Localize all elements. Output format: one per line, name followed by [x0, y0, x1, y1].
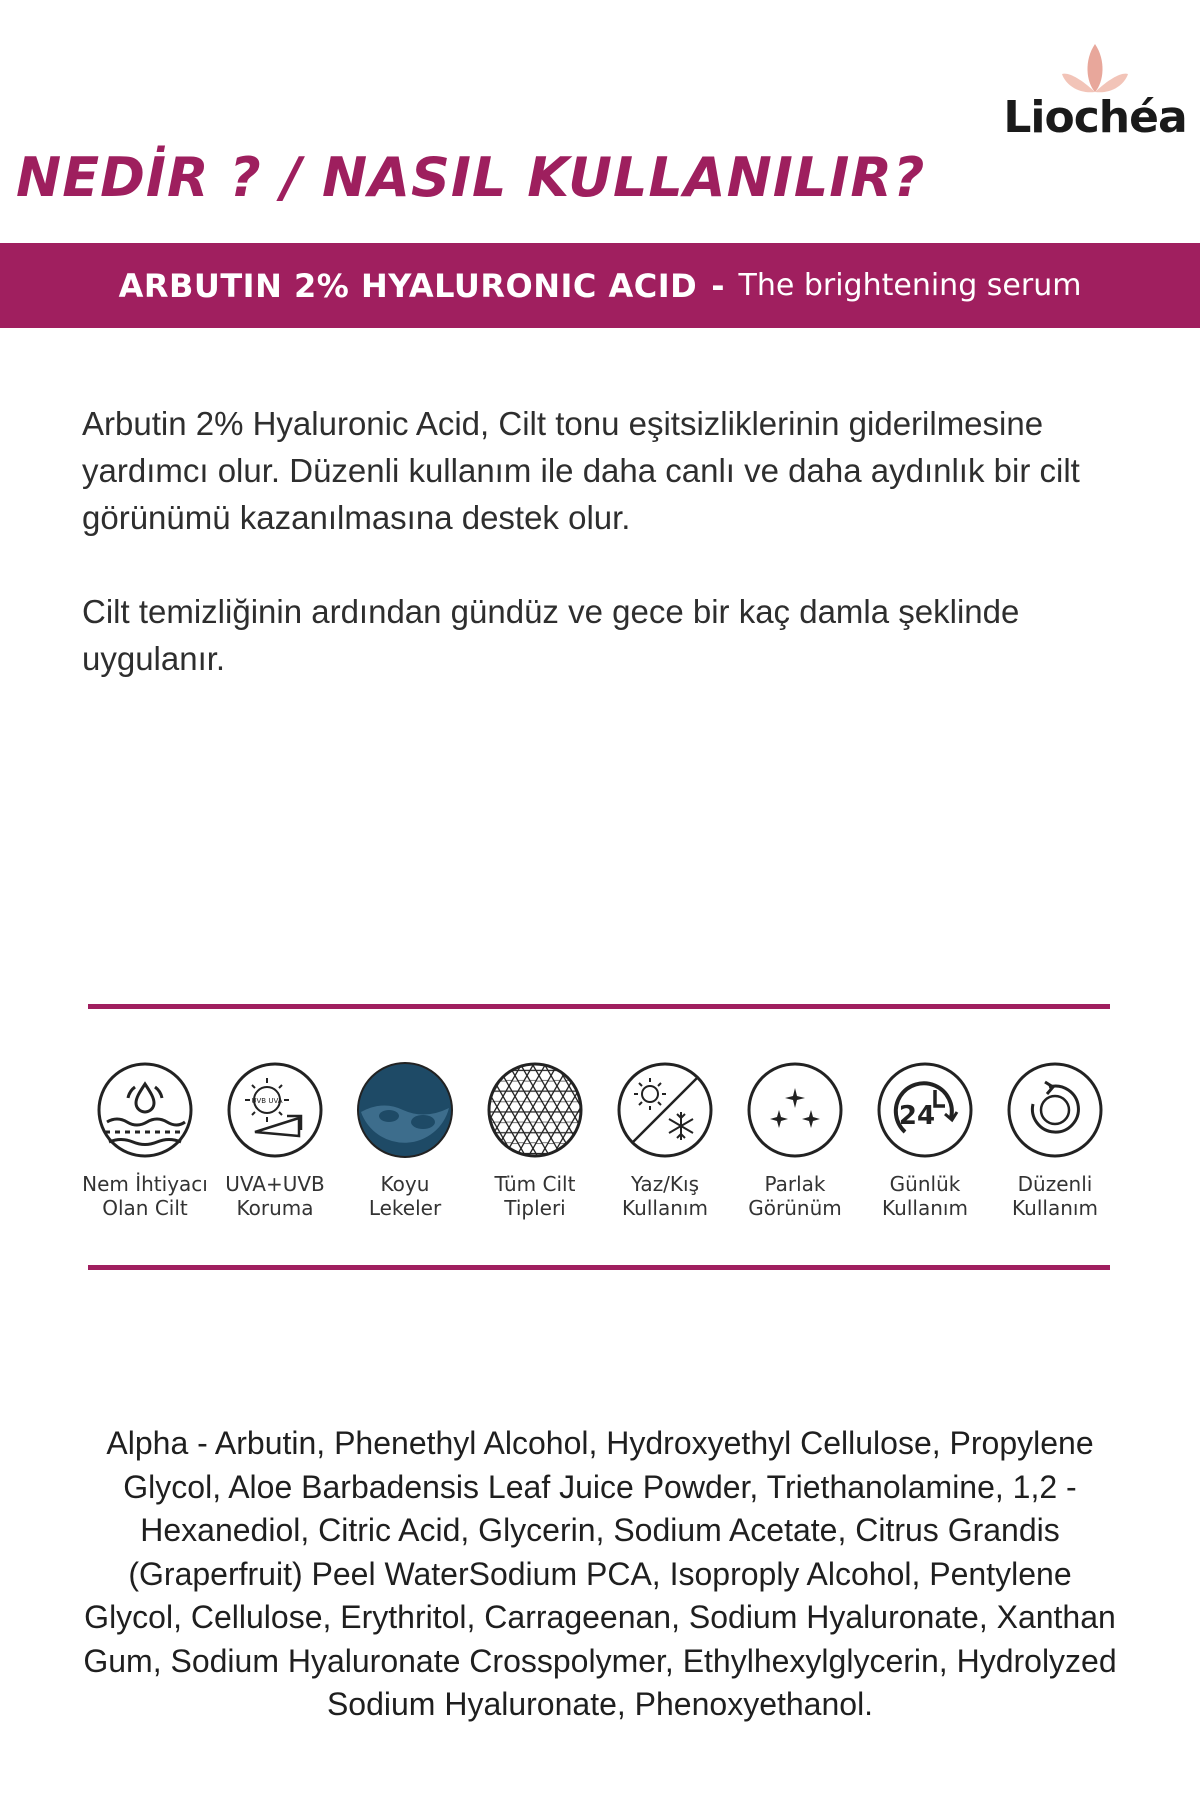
divider-bottom [88, 1265, 1110, 1270]
uv-icon-text: UVB UVA [251, 1097, 283, 1105]
feature-label: Düzenli Kullanım [1012, 1172, 1098, 1220]
feature-daily-use [860, 1060, 990, 1220]
sparkle-icon [745, 1060, 845, 1160]
ingredients-list: Alpha - Arbutin, Phenethyl Alcohol, Hydroxyethyl Cellulose, Propylene Glycol, Aloe Barbadensis Leaf Juice Powder, Triethanolamine, 1,2 - Hexanediol, Citric Acid, Glycerin, Sodium Acetate, Citrus Grandis (Graperfruit) Peel WaterSodium PCA, Isoproply Alcohol, Pentylene Glycol, Cellulose, Erythritol, Carrageenan, Sodium Hyaluronate, Xanthan Gum, Sodium Hyaluronate Crosspolymer, Ethylhexylglycerin, Hydrolyzed Sodium Hyaluronate, Phenoxyethanol. [83, 1425, 1117, 1722]
feature-label: Nem İhtiyacı Olan Cilt [82, 1172, 208, 1220]
feature-dark-spots [340, 1060, 470, 1220]
feature-label: Parlak Görünüm [748, 1172, 842, 1220]
feature-bright-look [730, 1060, 860, 1220]
brand-name: Liochéa [1003, 92, 1187, 143]
cycle-icon [1005, 1060, 1105, 1160]
clock-24-icon [875, 1060, 975, 1160]
feature-moisture [80, 1060, 210, 1220]
product-name: ARBUTIN 2% HYALURONIC ACID [118, 266, 698, 305]
feature-label: UVA+UVB Koruma [225, 1172, 325, 1220]
feature-label: Tüm Cilt Tipleri [494, 1172, 576, 1220]
feature-label: Koyu Lekeler [368, 1172, 442, 1220]
divider-top [88, 1004, 1110, 1009]
feature-label: Günlük Kullanım [882, 1172, 968, 1220]
lotus-petals-icon [1000, 40, 1190, 100]
clock-icon-text: 24 [898, 1101, 936, 1131]
feature-summer-winter [600, 1060, 730, 1220]
feature-label: Yaz/Kış Kullanım [622, 1172, 708, 1220]
feature-regular-use [990, 1060, 1120, 1220]
brand-logo [1000, 40, 1190, 152]
honeycomb-icon [485, 1060, 585, 1160]
product-tagline: The brightening serum [738, 268, 1082, 303]
feature-uv-protection [210, 1060, 340, 1220]
sun-protection-icon [225, 1060, 325, 1160]
dark-spots-icon [355, 1060, 455, 1160]
product-banner [0, 243, 1200, 328]
moisture-icon [95, 1060, 195, 1160]
feature-all-skin-types [470, 1060, 600, 1220]
summer-winter-icon [615, 1060, 715, 1160]
description-paragraph: Cilt temizliğinin ardından gündüz ve gece bir kaç damla şeklinde uygulanır. [82, 593, 1020, 677]
banner-separator: - [711, 266, 725, 305]
feature-icons-row [80, 1060, 1120, 1220]
page-title: NEDİR ? / NASIL KULLANILIR? [16, 146, 926, 209]
description-paragraph: Arbutin 2% Hyaluronic Acid, Cilt tonu eşitsizliklerinin giderilmesine yardımcı olur. Düzenli kullanım ile daha canlı ve daha aydınlık bir cilt görünümü kazanılmasına destek olur. [82, 405, 1080, 536]
product-description [82, 400, 1132, 729]
